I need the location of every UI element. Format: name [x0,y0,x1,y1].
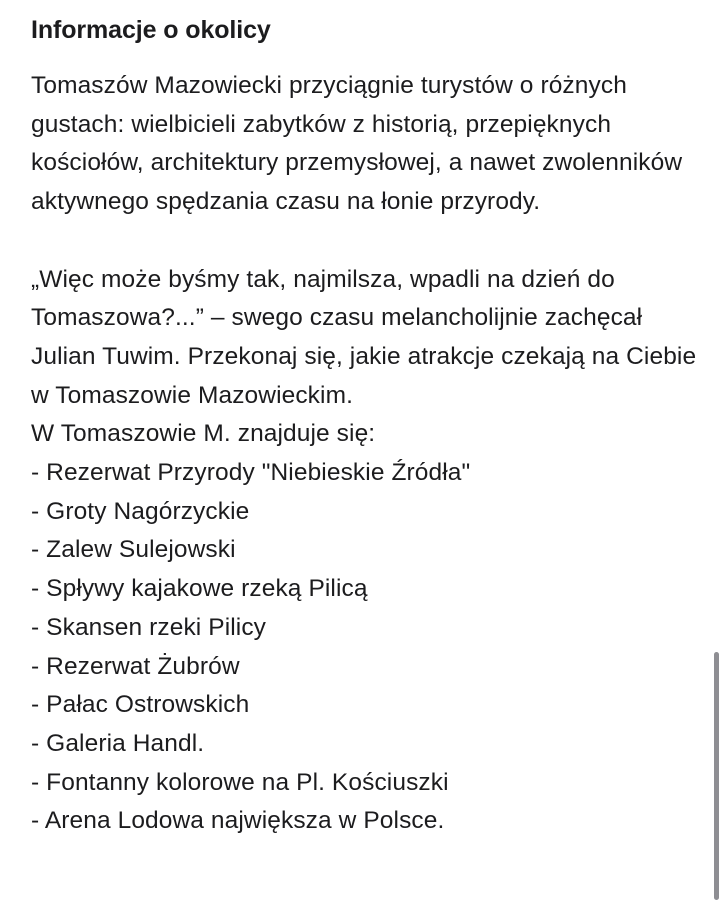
attractions-list [31,454,703,841]
intro-paragraph: Tomaszów Mazowiecki przyciągnie turystów o różnych gustach: wielbicieli zabytków z historią, przepięknych kościołów, architektury przemysłowej, a nawet zwolenników aktywnego spędzania czasu na łonie przyrody. [31,72,683,216]
attractions-list-title: W Tomaszowie M. znajduje się: [31,420,376,448]
list-item: - Pałac Ostrowskich [31,691,250,719]
list-item: - Arena Lodowa największa w Polsce. [31,807,445,835]
tuwim-quote-paragraph: „Więc może byśmy tak, najmilsza, wpadli na dzień do Tomaszowa?...” – swego czasu melancholijnie zachęcał Julian Tuwim. Przekonaj się, jakie atrakcje czekają na Ciebie w Tomaszowie Mazowieckim. [31,265,697,409]
scrollbar-thumb[interactable] [714,652,719,900]
list-item: - Rezerwat Żubrów [31,652,240,680]
list-item: - Zalew Sulejowski [31,536,236,564]
paragraph-spacer [31,222,703,261]
area-info-section [31,0,703,841]
list-item: - Spływy kajakowe rzeką Pilicą [31,575,368,603]
list-item: - Groty Nagórzyckie [31,497,250,525]
list-item: - Skansen rzeki Pilicy [31,613,267,641]
list-item: - Rezerwat Przyrody "Niebieskie Źródła" [31,459,471,487]
list-item: - Galeria Handl. [31,729,205,757]
section-heading: Informacje o okolicy [31,16,271,44]
list-item: - Fontanny kolorowe na Pl. Kościuszki [31,768,449,796]
